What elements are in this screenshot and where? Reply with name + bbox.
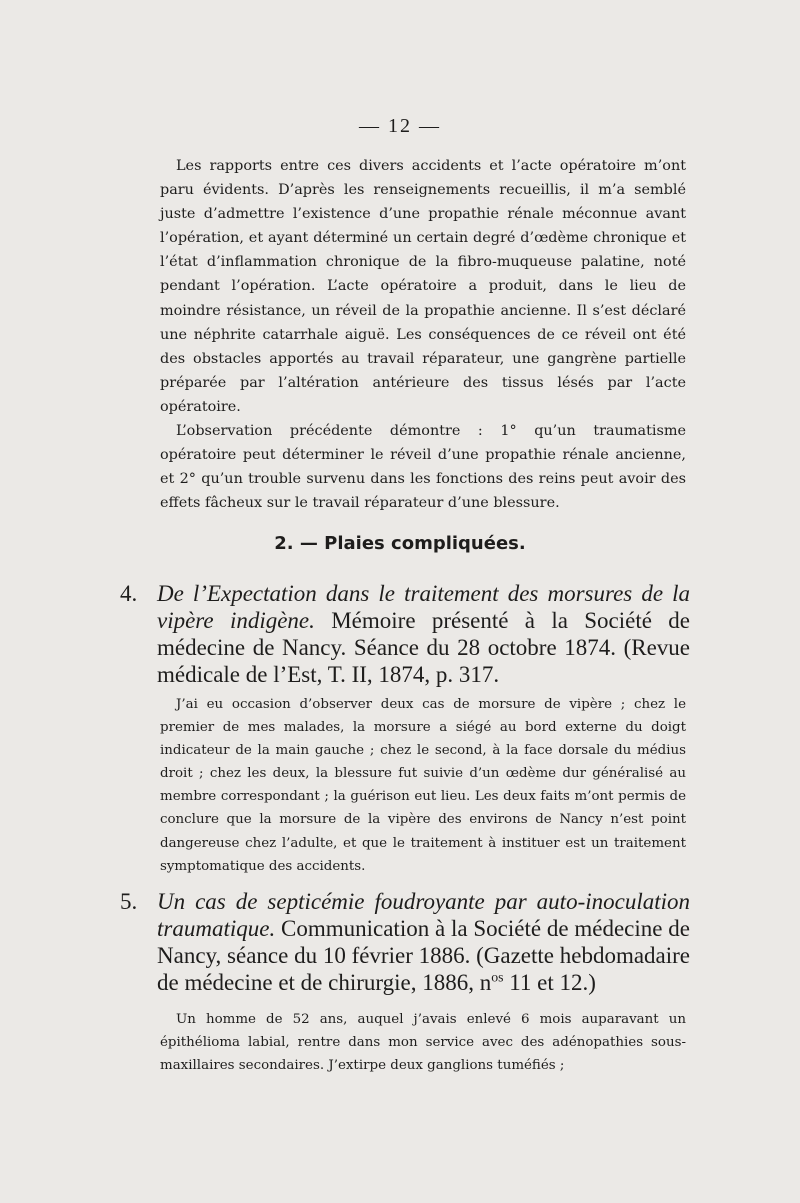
observation-paragraph: L’observation précédente démontre : 1° qu’un traumatisme opératoire peut déterminer le réveil d’une propathie rénale ancienne, et 2° qu’un trouble survenu dans les fonctions des reins peut avoir des effets fâcheux sur le travail réparateur d’une blessure. — [160, 423, 686, 512]
section-heading: 2. — Plaies compliquées. — [274, 533, 526, 554]
bibliography-entry-4 — [120, 580, 690, 688]
entry-title: Un cas de septicémie foudroyante par auto-inoculation traumatique. — [157, 889, 690, 941]
entry-5-summary — [160, 1008, 686, 1077]
page-number: — 12 — — [359, 115, 441, 137]
entry-details-superscript: os — [491, 969, 504, 985]
bibliography-entry-5 — [120, 888, 691, 996]
summary-paragraph: Un homme de 52 ans, auquel j’avais enlevé 6 mois auparavant un épithélioma labial, rentre dans mon service avec des adénopathies sous-maxillaires secondaires. J’extirpe deux ganglions tuméfiés ; — [160, 1012, 686, 1074]
summary-paragraph: J’ai eu occasion d’observer deux cas de morsure de vipère ; chez le premier de mes malades, la morsure a siégé au bord externe du doigt indicateur de la main gauche ; chez le second, à la face dorsale du médius droit ; chez les deux, la blessure fut suivie d’un œdème dur généralisé au membre correspondant ; la guérison eut lieu. Les deux faits m’ont permis de conclure que la morsure de la vipère des environs de Nancy n’est point dangereuse chez l’adulte, et que le traitement à instituer est un traitement symptomatique des accidents. — [160, 697, 686, 874]
entry-number: 4. — [120, 581, 138, 606]
entry-4-summary — [160, 693, 686, 878]
intro-text-block — [160, 154, 686, 515]
entry-details: Communication à la Société de médecine de Nancy, séance du 10 février 1886. (Gazette hebdomadaire de médecine et de chirurgie, 1886, n — [157, 916, 691, 995]
intro-paragraph: Les rapports entre ces divers accidents et l’acte opératoire m’ont paru évidents. D’après les renseignements recueillis, il m’a semblé juste d’admettre l’existence d’une propathie rénale méconnue avant l’opération, et ayant déterminé un certain degré d’œdème chronique et l’état d’inflammation chronique de la fibro-muqueuse palatine, noté pendant l’opération. L’acte opératoire a produit, dans le lieu de moindre résistance, un réveil de la propathie ancienne. Il s’est déclaré une néphrite catarrhale aiguë. Les conséquences de ce réveil ont été des obstacles apportés au travail réparateur, une gangrène partielle préparée par l’altération antérieure des tissus lésés par l’acte opératoire. — [160, 158, 686, 415]
entry-details-end: 11 et 12.) — [503, 970, 596, 995]
entry-details: Mémoire présenté à la Société de médecine de Nancy. Séance du 28 octobre 1874. (Revue médicale de l’Est, T. II, 1874, p. 317. — [157, 608, 690, 687]
entry-number: 5. — [120, 889, 138, 914]
entry-title: De l’Expectation dans le traitement des morsures de la vipère indigène. — [157, 581, 690, 633]
